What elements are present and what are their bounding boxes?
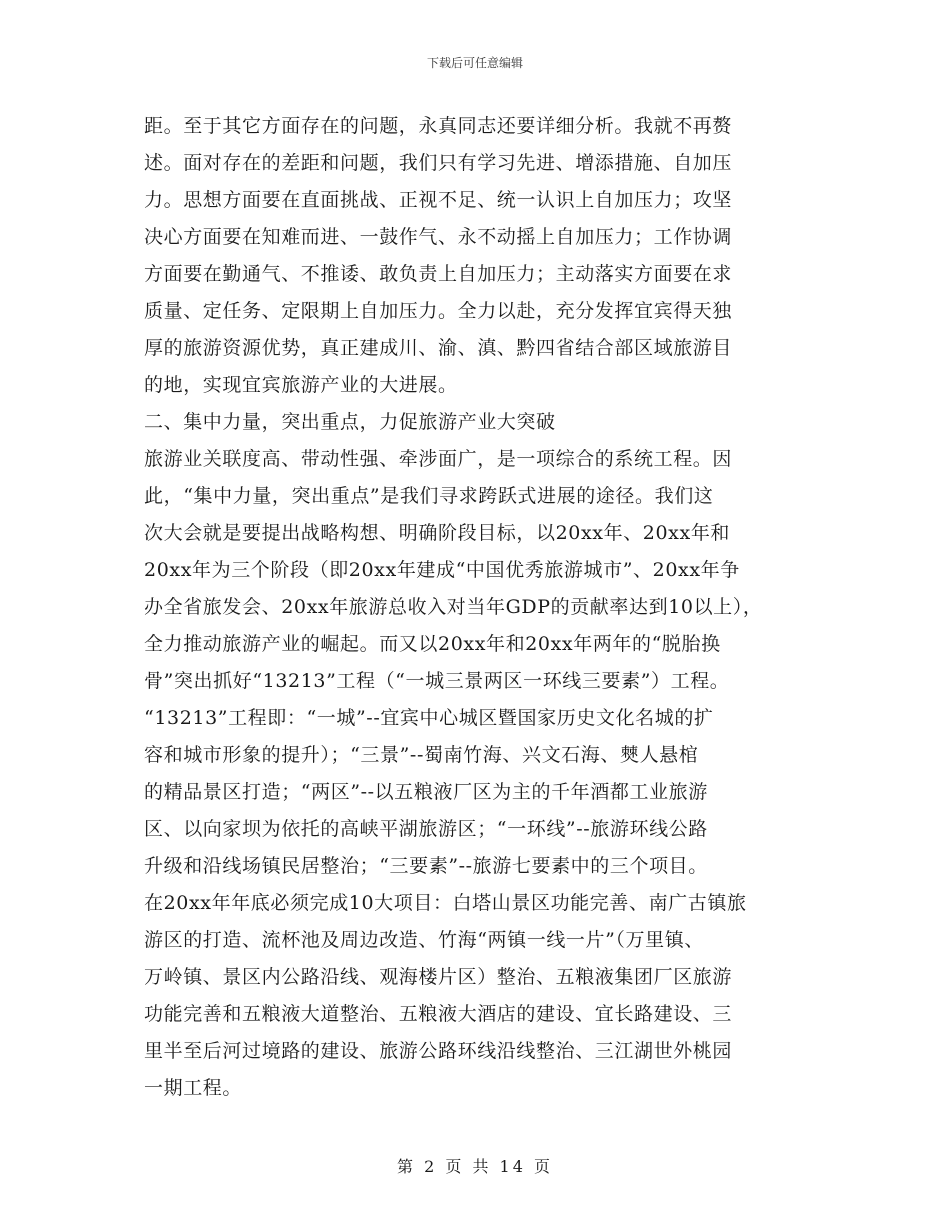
page-number-footer: 第 2 页 共 14 页 [397, 1157, 553, 1176]
text-line: 里半至后河过境路的建设、旅游公路环线沿线整治、三江湖世外桃园 [144, 1040, 733, 1062]
text-line: 此，“集中力量，突出重点”是我们寻求跨跃式进展的途径。我们这 [144, 485, 714, 507]
text-line: 升级和沿线场镇民居整治；“三要素”--旅游七要素中的三个项目。 [144, 855, 708, 877]
document-body [144, 108, 824, 1107]
section-heading: 二、集中力量，突出重点，力促旅游产业大突破 [144, 411, 556, 433]
text-line: “13213”工程即：“一城”--宜宾中心城区暨国家历史文化名城的扩 [144, 707, 714, 729]
text-line: 的地，实现宜宾旅游产业的大进展。 [144, 374, 458, 396]
page-header-note: 下载后可任意编辑 [426, 56, 523, 70]
text-line: 方面要在勤通气、不推诿、敢负责上自加压力；主动落实方面要在求 [144, 263, 733, 285]
text-line: 全力推动旅游产业的崛起。而又以20xx年和20xx年两年的“脱胎换 [144, 633, 721, 655]
text-line: 骨”突出抓好“13213”工程（“一城三景两区一环线三要素”）工程。 [144, 670, 730, 692]
text-line: 决心方面要在知难而进、一鼓作气、永不动摇上自加压力；工作协调 [144, 226, 733, 248]
text-line: 次大会就是要提出战略构想、明确阶段目标，以20xx年、20xx年和 [144, 522, 731, 544]
text-line: 20xx年为三个阶段（即20xx年建成“中国优秀旅游城市”、20xx年争 [144, 559, 740, 581]
text-line: 功能完善和五粮液大道整治、五粮液大酒店的建设、宜长路建设、三 [144, 1003, 733, 1025]
text-line: 力。思想方面要在直面挑战、正视不足、统一认识上自加压力；攻坚 [144, 189, 733, 211]
text-line: 在20xx年年底必须完成10大项目：白塔山景区功能完善、南广古镇旅 [144, 892, 747, 914]
text-line: 的精品景区打造；“两区”--以五粮液厂区为主的千年酒都工业旅游 [144, 781, 708, 803]
text-line: 旅游业关联度高、带动性强、牵涉面广，是一项综合的系统工程。因 [144, 448, 733, 470]
text-line: 办全省旅发会、20xx年旅游总收入对当年GDP的贡献率达到10以上）， [144, 596, 763, 618]
text-line: 距。至于其它方面存在的问题，永真同志还要详细分析。我就不再赘 [144, 115, 733, 137]
text-line: 质量、定任务、定限期上自加压力。全力以赴，充分发挥宜宾得天独 [144, 300, 733, 322]
text-line: 厚的旅游资源优势，真正建成川、渝、滇、黔四省结合部区域旅游目 [144, 337, 733, 359]
text-line: 一期工程。 [144, 1077, 243, 1099]
text-line: 游区的打造、流杯池及周边改造、竹海“两镇一线一片”（万里镇、 [144, 929, 704, 951]
text-line: 容和城市形象的提升）；“三景”--蜀南竹海、兴文石海、僰人悬棺 [144, 744, 699, 766]
text-line: 万岭镇、景区内公路沿线、观海楼片区）整治、五粮液集团厂区旅游 [144, 966, 733, 988]
text-line: 区、以向家坝为依托的高峡平湖旅游区；“一环线”--旅游环线公路 [144, 818, 708, 840]
text-line: 述。面对存在的差距和问题，我们只有学习先进、增添措施、自加压 [144, 152, 733, 174]
